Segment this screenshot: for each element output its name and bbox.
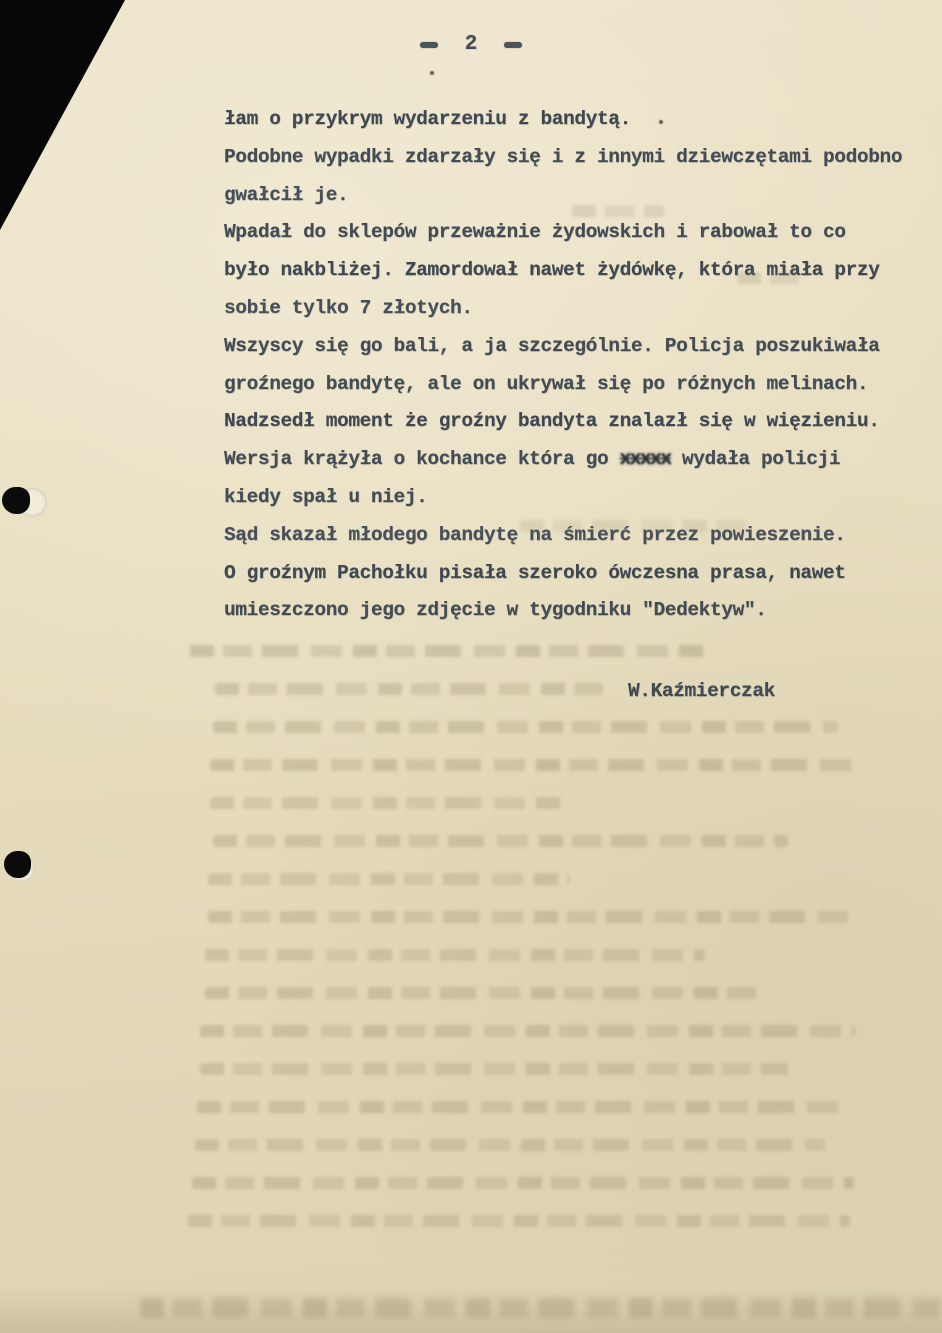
bleedthrough-line xyxy=(572,205,664,217)
typed-line: Nadzsedł moment że groźny bandyta znalazł się w więzieniu. xyxy=(224,410,880,433)
typed-line: kiedy spał u niej. xyxy=(224,485,428,508)
page-dash-right xyxy=(504,42,522,48)
typed-line: Sąd skazał młodego bandytę na śmierć przez powieszenie. xyxy=(224,523,846,546)
bleedthrough-line xyxy=(192,1177,854,1189)
bleedthrough-line xyxy=(213,721,838,733)
typed-text: Wersja krążyła o kochance która go xyxy=(224,448,620,471)
page-dash-left xyxy=(420,42,438,48)
typed-line: sobie tylko 7 złotych. xyxy=(224,296,473,319)
bleedthrough-line xyxy=(737,272,809,284)
bleedthrough-line xyxy=(210,797,562,809)
typed-line: Podobne wypadki zdarzały się i z innymi dziewczętami podobno xyxy=(224,145,903,168)
bleedthrough-line xyxy=(205,987,757,999)
signature: W.Kaźmierczak xyxy=(628,680,775,702)
bleedthrough-line xyxy=(188,1215,850,1227)
typed-line: Wszyscy się go bali, a ja szczególnie. Policja poszukiwała xyxy=(224,334,880,357)
bleedthrough-line xyxy=(200,1025,855,1037)
ink-speck xyxy=(659,120,663,124)
bleedthrough-line xyxy=(200,1063,788,1075)
overstruck-word: xxxxx xyxy=(619,448,671,471)
typed-text: wydała policji xyxy=(670,448,841,471)
bleedthrough-line xyxy=(520,520,750,532)
punch-hole-dark xyxy=(2,487,30,514)
bleedthrough-line xyxy=(215,683,610,695)
bleedthrough-line xyxy=(190,645,710,657)
typed-line: było nakbliżej. Zamordował nawet żydówkę, która miała przy xyxy=(224,259,880,282)
typed-line: łam o przykrym wydarzeniu z bandytą. xyxy=(224,108,631,130)
typed-line: O groźnym Pachołku pisała szeroko ówczesna prasa, nawet xyxy=(224,561,846,584)
bleedthrough-line xyxy=(197,1101,849,1113)
typed-line xyxy=(224,441,934,479)
bleedthrough-line xyxy=(208,911,848,923)
bleedthrough-line xyxy=(208,873,570,885)
page-number: 2 xyxy=(464,33,478,56)
typed-line: gwałcił je. xyxy=(224,183,349,206)
bleedthrough-line xyxy=(195,1139,825,1151)
bleedthrough-line xyxy=(140,1298,940,1318)
bleedthrough-line xyxy=(210,759,858,771)
typed-line: umieszczono jego zdjęcie w tygodniku "Dedektyw". xyxy=(224,599,767,622)
punch-hole-dark xyxy=(4,851,31,878)
typed-line: Wpadał do sklepów przeważnie żydowskich i rabował to co xyxy=(224,221,846,244)
typed-line: groźnego bandytę, ale on ukrywał się po różnych melinach. xyxy=(224,372,869,395)
ink-speck xyxy=(430,71,434,75)
page-number-header xyxy=(0,33,942,56)
bleedthrough-line xyxy=(213,835,788,847)
bleedthrough-line xyxy=(205,949,705,961)
text-block xyxy=(224,101,934,630)
